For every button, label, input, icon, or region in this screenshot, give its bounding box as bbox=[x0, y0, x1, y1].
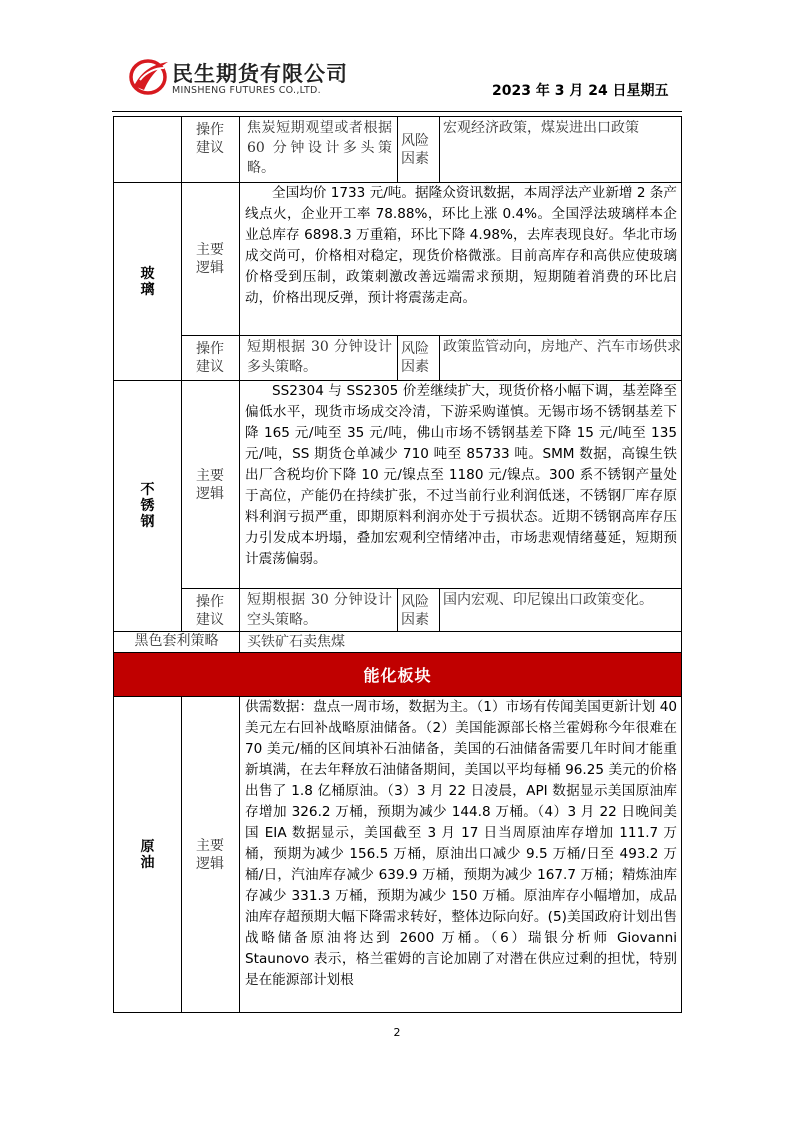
report-date: 2023 年 3 月 24 日星期五 bbox=[492, 83, 669, 99]
risk-label: 风险 因素 bbox=[398, 589, 440, 632]
header-divider bbox=[112, 111, 682, 112]
section-title: 能化板块 bbox=[114, 653, 682, 697]
crude-logic-row bbox=[114, 697, 682, 1013]
logic-label: 主要 逻辑 bbox=[182, 183, 240, 336]
glass-risk-text: 政策监管动向，房地产、汽车市场供求 bbox=[440, 336, 682, 381]
coke-category-cell bbox=[114, 117, 182, 183]
glass-logic-text: 全国均价 1733 元/吨。据隆众资讯数据，本周浮法产业新增 2 条产线点火，企业开工率 78.88%，环比上涨 0.4%。全国浮法玻璃样本企业总库存 6898.3 万重箱，环比下降 4.98%，去库表现良好。华北市场成交尚可，价格相对稳定，现货价格微涨。目前高库存和高供应使玻璃价格受到压制，政策刺激改善远端需求预期，短期随着消费的环比启动，价格出现反弹，预计将震荡走高。 bbox=[240, 183, 682, 336]
arbitrage-row bbox=[114, 632, 682, 653]
glass-operation-row bbox=[114, 336, 682, 381]
arbitrage-value: 买铁矿石卖焦煤 bbox=[240, 632, 682, 653]
coke-operation-text: 焦炭短期观望或者根据 60 分钟设计多头策略。 bbox=[240, 117, 398, 183]
risk-label: 风险 因素 bbox=[398, 117, 440, 183]
stainless-operation-row bbox=[114, 589, 682, 632]
stainless-logic-row bbox=[114, 381, 682, 589]
crude-category: 原 油 bbox=[114, 697, 182, 1013]
glass-operation-text: 短期根据 30 分钟设计多头策略。 bbox=[240, 336, 398, 381]
crude-logic-text: 供需数据：盘点一周市场，数据为主。（1）市场有传闻美国更新计划 40 美元左右回补战略原油储备。（2）美国能源部长格兰霍姆称今年很难在 70 美元/桶的区间填补石油储备，美国的石油储备需要几年时间才能重新填满，在去年释放石油储备期间，美国以平均每桶 96.25 美元的价格出售了 1.8 亿桶原油。（3）3 月 22 日凌晨，API 数据显示美国原油库存增加 326.2 万桶，预期为减少 144.8 万桶。（4）3 月 22 日晚间美国 EIA 数据显示，美国截至 3 月 17 日当周原油库存增加 111.7 万桶，预期为减少 156.5 万桶，原油出口减少 9.5 万桶/日至 493.2 万桶/日，汽油库存减少 639.9 万桶，预期为减少 167.7 万桶；精炼油库存减少 331.3 万桶，预期为减少 150 万桶。原油库存小幅增加，成品油库存超预期大幅下降需求转好，整体边际向好。(5)美国政府计划出售战略储备原油将达到 2600 万桶。（6）瑞银分析师 Giovanni Staunovo 表示，格兰霍姆的言论加剧了对潜在供应过剩的担忧，特别是在能源部计划根 bbox=[240, 697, 682, 1013]
glass-category: 玻 璃 bbox=[114, 183, 182, 381]
operation-label: 操作 建议 bbox=[182, 336, 240, 381]
company-logo bbox=[128, 56, 368, 102]
section-bar-row bbox=[114, 653, 682, 697]
risk-label: 风险 因素 bbox=[398, 336, 440, 381]
coke-operation-row bbox=[114, 117, 682, 183]
operation-label: 操作 建议 bbox=[182, 117, 240, 183]
logic-label: 主要 逻辑 bbox=[182, 381, 240, 589]
arbitrage-label: 黑色套利策略 bbox=[114, 632, 240, 653]
company-name-en: MINSHENG FUTURES CO.,LTD. bbox=[172, 85, 321, 96]
coke-risk-text: 宏观经济政策，煤炭进出口政策 bbox=[440, 117, 682, 183]
minsheng-logo-icon bbox=[128, 56, 170, 96]
stainless-category: 不 锈 钢 bbox=[114, 381, 182, 632]
stainless-risk-text: 国内宏观、印尼镍出口政策变化。 bbox=[440, 589, 682, 632]
stainless-logic-text: SS2304 与 SS2305 价差继续扩大，现货价格小幅下调，基差降至偏低水平，现货市场成交冷清，下游采购谨慎。无锡市场不锈钢基差下降 165 元/吨至 35 元/吨，佛山市场不锈钢基差下降 15 元/吨至 135 元/吨，SS 期货仓单减少 710 吨至 85733 吨。SMM 数据，高镍生铁出厂含税均价下降 10 元/镍点至 1180 元/镍点。300 系不锈钢产量处于高位，产能仍在持续扩张，不过当前行业利润低迷，不锈钢厂库存原料利润亏损严重，即期原料利润亦处于亏损状态。近期不锈钢高库存压力引发成本坍塌，叠加宏观利空情绪冲击，市场悲观情绪蔓延，短期预计震荡偏弱。 bbox=[240, 381, 682, 589]
logic-label: 主要 逻辑 bbox=[182, 697, 240, 1013]
stainless-operation-text: 短期根据 30 分钟设计空头策略。 bbox=[240, 589, 398, 632]
operation-label: 操作 建议 bbox=[182, 589, 240, 632]
company-name-cn: 民生期货有限公司 bbox=[172, 62, 348, 86]
glass-logic-row bbox=[114, 183, 682, 336]
commodity-table bbox=[113, 116, 682, 1013]
page-number: 2 bbox=[393, 1026, 401, 1039]
